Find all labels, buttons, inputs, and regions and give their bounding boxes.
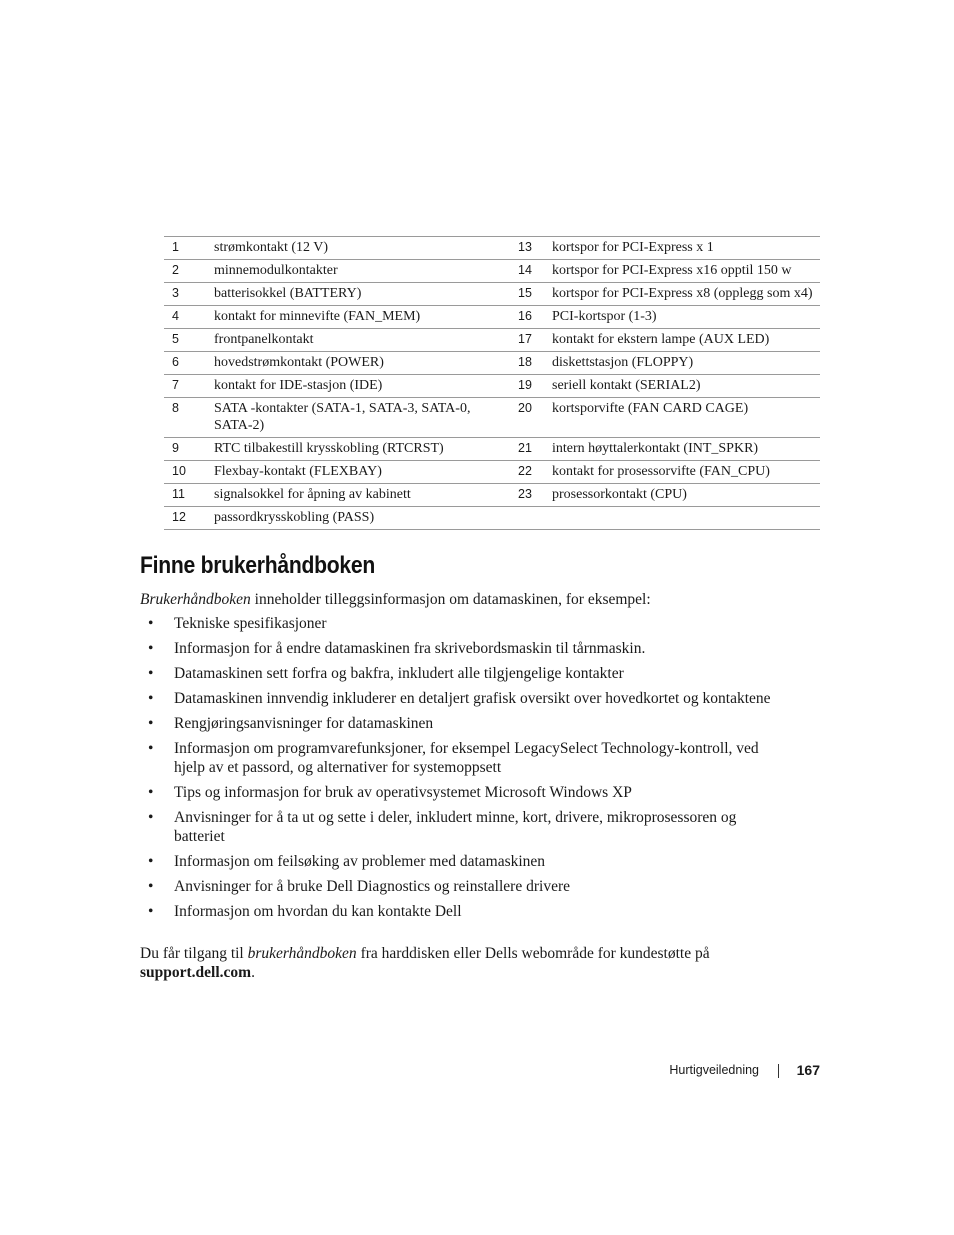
table-row [164, 484, 820, 507]
item-description: kortsporvifte (FAN CARD CAGE) [552, 401, 749, 416]
item-description: batterisokkel (BATTERY) [214, 286, 362, 301]
list-item-text: Informasjon for å endre datamaskinen fra skrivebordsmaskin til tårnmaskin. [174, 640, 646, 657]
table-row [164, 329, 820, 352]
list-item [140, 614, 780, 633]
item-number: 17 [518, 332, 532, 346]
list-item-text: Informasjon om hvordan du kan kontakte Dell [174, 903, 462, 920]
item-description: frontpanelkontakt [214, 332, 314, 347]
item-description: kontakt for minnevifte (FAN_MEM) [214, 309, 421, 324]
list-item [140, 714, 780, 733]
bullet-icon: • [148, 715, 154, 732]
list-item [140, 783, 780, 802]
table-row [164, 507, 820, 530]
item-number: 19 [518, 378, 532, 392]
item-description: seriell kontakt (SERIAL2) [552, 378, 701, 393]
item-number: 3 [172, 286, 179, 300]
footer-separator [778, 1064, 779, 1078]
item-number: 16 [518, 309, 532, 323]
item-description: PCI-kortspor (1-3) [552, 309, 657, 324]
footer-label: Hurtigveiledning [669, 1063, 759, 1077]
item-description: kortspor for PCI-Express x8 (opplegg som x4) [552, 286, 813, 301]
feature-bullet-list [140, 614, 780, 927]
list-item [140, 877, 780, 896]
outro-text-end: . [251, 964, 255, 981]
list-item-text: Rengjøringsanvisninger for datamaskinen [174, 715, 434, 732]
outro-title-emphasis: brukerhåndboken [247, 945, 357, 962]
list-item-text: Anvisninger for å bruke Dell Diagnostics og reinstallere drivere [174, 878, 570, 895]
bullet-icon: • [148, 615, 154, 632]
item-description: passordkrysskobling (PASS) [214, 510, 375, 525]
intro-title-emphasis: Brukerhåndboken [140, 591, 251, 608]
item-number: 7 [172, 378, 179, 392]
outro-text-mid: fra harddisken eller Dells webområde for kundestøtte på [356, 945, 710, 962]
table-row [164, 398, 820, 438]
item-number: 13 [518, 240, 532, 254]
list-item-text: Datamaskinen innvendig inkluderer en detaljert grafisk oversikt over hovedkortet og kontaktene [174, 690, 771, 707]
item-number: 20 [518, 401, 532, 415]
list-item-text: Tekniske spesifikasjoner [174, 615, 327, 632]
table-row [164, 375, 820, 398]
bullet-icon: • [148, 903, 154, 920]
list-item [140, 902, 780, 921]
item-description: SATA -kontakter (SATA-1, SATA-3, SATA-0, SATA-2) [214, 401, 471, 433]
item-description: signalsokkel for åpning av kabinett [214, 487, 411, 502]
list-item [140, 664, 780, 683]
item-number [510, 507, 552, 530]
bullet-icon: • [148, 640, 154, 657]
item-description: Flexbay-kontakt (FLEXBAY) [214, 464, 382, 479]
item-number: 8 [172, 401, 179, 415]
support-link[interactable]: support.dell.com [140, 964, 252, 981]
table-row [164, 283, 820, 306]
outro-paragraph [140, 944, 780, 982]
bullet-icon: • [148, 809, 154, 826]
bullet-icon: • [148, 853, 154, 870]
item-number: 18 [518, 355, 532, 369]
item-description [552, 507, 820, 530]
item-number: 14 [518, 263, 532, 277]
connector-table-body [164, 237, 820, 530]
bullet-icon: • [148, 740, 154, 757]
list-item [140, 808, 780, 846]
bullet-icon: • [148, 690, 154, 707]
outro-text-start: Du får tilgang til [140, 945, 248, 962]
table-row [164, 461, 820, 484]
list-item-text: Informasjon om programvarefunksjoner, for eksempel LegacySelect Technology-kontroll, ved hjelp av et passord, og alternativer for systemoppsett [174, 740, 759, 776]
list-item-text: Datamaskinen sett forfra og bakfra, inkludert alle tilgjengelige kontakter [174, 665, 624, 682]
item-number: 10 [172, 464, 186, 478]
item-description: kortspor for PCI-Express x16 opptil 150 w [552, 263, 792, 278]
item-number: 4 [172, 309, 179, 323]
list-item-text: Anvisninger for å ta ut og sette i deler, inkludert minne, kort, drivere, mikroprosessoren og batteriet [174, 809, 737, 845]
item-description: kontakt for IDE-stasjon (IDE) [214, 378, 383, 393]
list-item [140, 852, 780, 871]
table-row [164, 306, 820, 329]
list-item [140, 689, 780, 708]
item-description: diskettstasjon (FLOPPY) [552, 355, 694, 370]
item-description: RTC tilbakestill krysskobling (RTCRST) [214, 441, 444, 456]
item-description: intern høyttalerkontakt (INT_SPKR) [552, 441, 759, 456]
table-row [164, 260, 820, 283]
table-row [164, 438, 820, 461]
item-number: 23 [518, 487, 532, 501]
item-description: kortspor for PCI-Express x 1 [552, 240, 714, 255]
bullet-icon: • [148, 878, 154, 895]
list-item [140, 639, 780, 658]
item-number: 22 [518, 464, 532, 478]
item-number: 12 [172, 510, 186, 524]
item-number: 1 [172, 240, 179, 254]
table-row [164, 352, 820, 375]
item-description: kontakt for ekstern lampe (AUX LED) [552, 332, 770, 347]
table-row [164, 237, 820, 260]
section-title: Finne brukerhåndboken [140, 552, 376, 579]
item-description: minnemodulkontakter [214, 263, 338, 278]
list-item-text: Tips og informasjon for bruk av operativsystemet Microsoft Windows XP [174, 784, 632, 801]
page-number: 167 [796, 1062, 820, 1078]
item-number: 9 [172, 441, 179, 455]
item-number: 15 [518, 286, 532, 300]
item-number: 5 [172, 332, 179, 346]
intro-paragraph [140, 590, 760, 609]
item-number: 21 [518, 441, 532, 455]
list-item [140, 739, 780, 777]
item-number: 11 [172, 487, 185, 501]
bullet-icon: • [148, 784, 154, 801]
intro-text: inneholder tilleggsinformasjon om datamaskinen, for eksempel: [250, 591, 651, 608]
list-item-text: Informasjon om feilsøking av problemer med datamaskinen [174, 853, 546, 870]
item-description: hovedstrømkontakt (POWER) [214, 355, 384, 370]
item-description: prosessorkontakt (CPU) [552, 487, 687, 502]
item-description: strømkontakt (12 V) [214, 240, 329, 255]
connector-table [164, 236, 820, 530]
item-number: 6 [172, 355, 179, 369]
bullet-icon: • [148, 665, 154, 682]
item-description: kontakt for prosessorvifte (FAN_CPU) [552, 464, 770, 479]
item-number: 2 [172, 263, 179, 277]
